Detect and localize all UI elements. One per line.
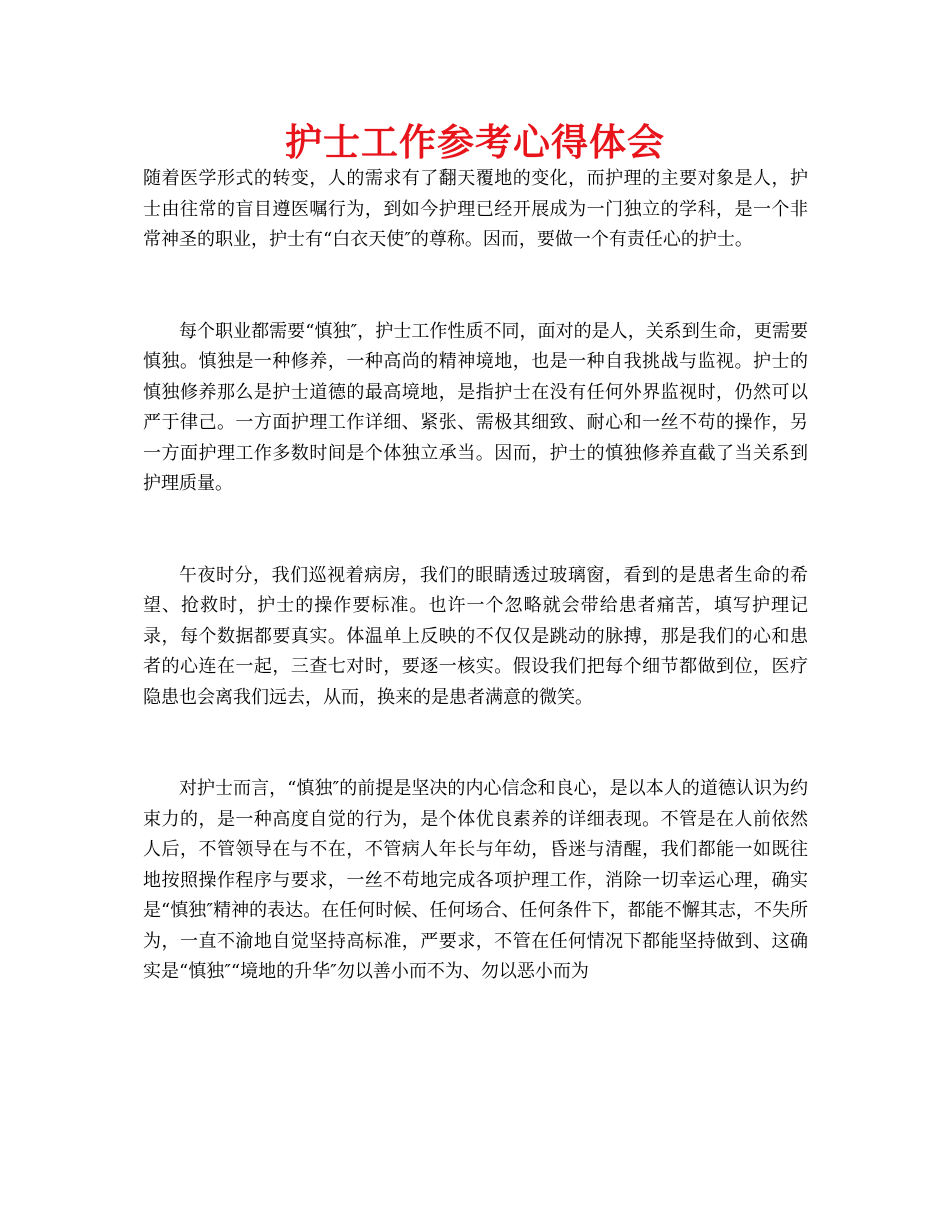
paragraph-gap	[143, 713, 808, 774]
paragraph-gap	[143, 256, 808, 317]
paragraph-4: 对护士而言，“慎独″的前提是坚决的内心信念和良心，是以本人的道德认识为约束力的，是一种高度自觉的行为，是个体优良素养的详细表现。不管是在人前依然人后，不管领导在与不在，不管病人年长与年幼，昏迷与清醒，我们都能一如既往地按照操作程序与要求，一丝不苟地完成各项护理工作，消除一切幸运心理，确实是“慎独″精神的表达。在任何时候、任何场合、任何条件下，都能不懈其志，不失所为，一直不渝地自觉坚持高标准，严要求，不管在任何情况下都能坚持做到、这确实是“慎独″“境地的升华″勿以善小而不为、勿以恶小而为	[143, 778, 808, 982]
document-title: 护士工作参考心得体会	[285, 121, 665, 164]
paragraph-3: 午夜时分，我们巡视着病房，我们的眼睛透过玻璃窗，看到的是患者生命的希望、抢救时，护士的操作要标准。也许一个忽略就会带给患者痛苦，填写护理记录，每个数据都要真实。体温单上反映的不仅仅是跳动的脉搏，那是我们的心和患者的心连在一起，三查七对时，要逐一核实。假设我们把每个细节都做到位，医疗隐患也会离我们远去，从而，换来的是患者满意的微笑。	[143, 564, 808, 708]
document-body	[143, 164, 808, 988]
paragraph-gap	[143, 500, 808, 561]
paragraph-2: 每个职业都需要“慎独″，护士工作性质不同，面对的是人，关系到生命，更需要慎独。慎独是一种修养，一种高尚的精神境地，也是一种自我挑战与监视。护士的慎独修养那么是护士道德的最高境地，是指护士在没有任何外界监视时，仍然可以严于律己。一方面护理工作详细、紧张、需极其细致、耐心和一丝不苟的操作，另一方面护理工作多数时间是个体独立承当。因而，护士的慎独修养直截了当关系到护理质量。	[143, 320, 808, 494]
paragraph-1: 随着医学形式的转变，人的需求有了翻天覆地的变化，而护理的主要对象是人，护士由往常的盲目遵医嘱行为，到如今护理已经开展成为一门独立的学科，是一个非常神圣的职业，护士有“白衣天使″的尊称。因而，要做一个有责任心的护士。	[143, 168, 808, 250]
